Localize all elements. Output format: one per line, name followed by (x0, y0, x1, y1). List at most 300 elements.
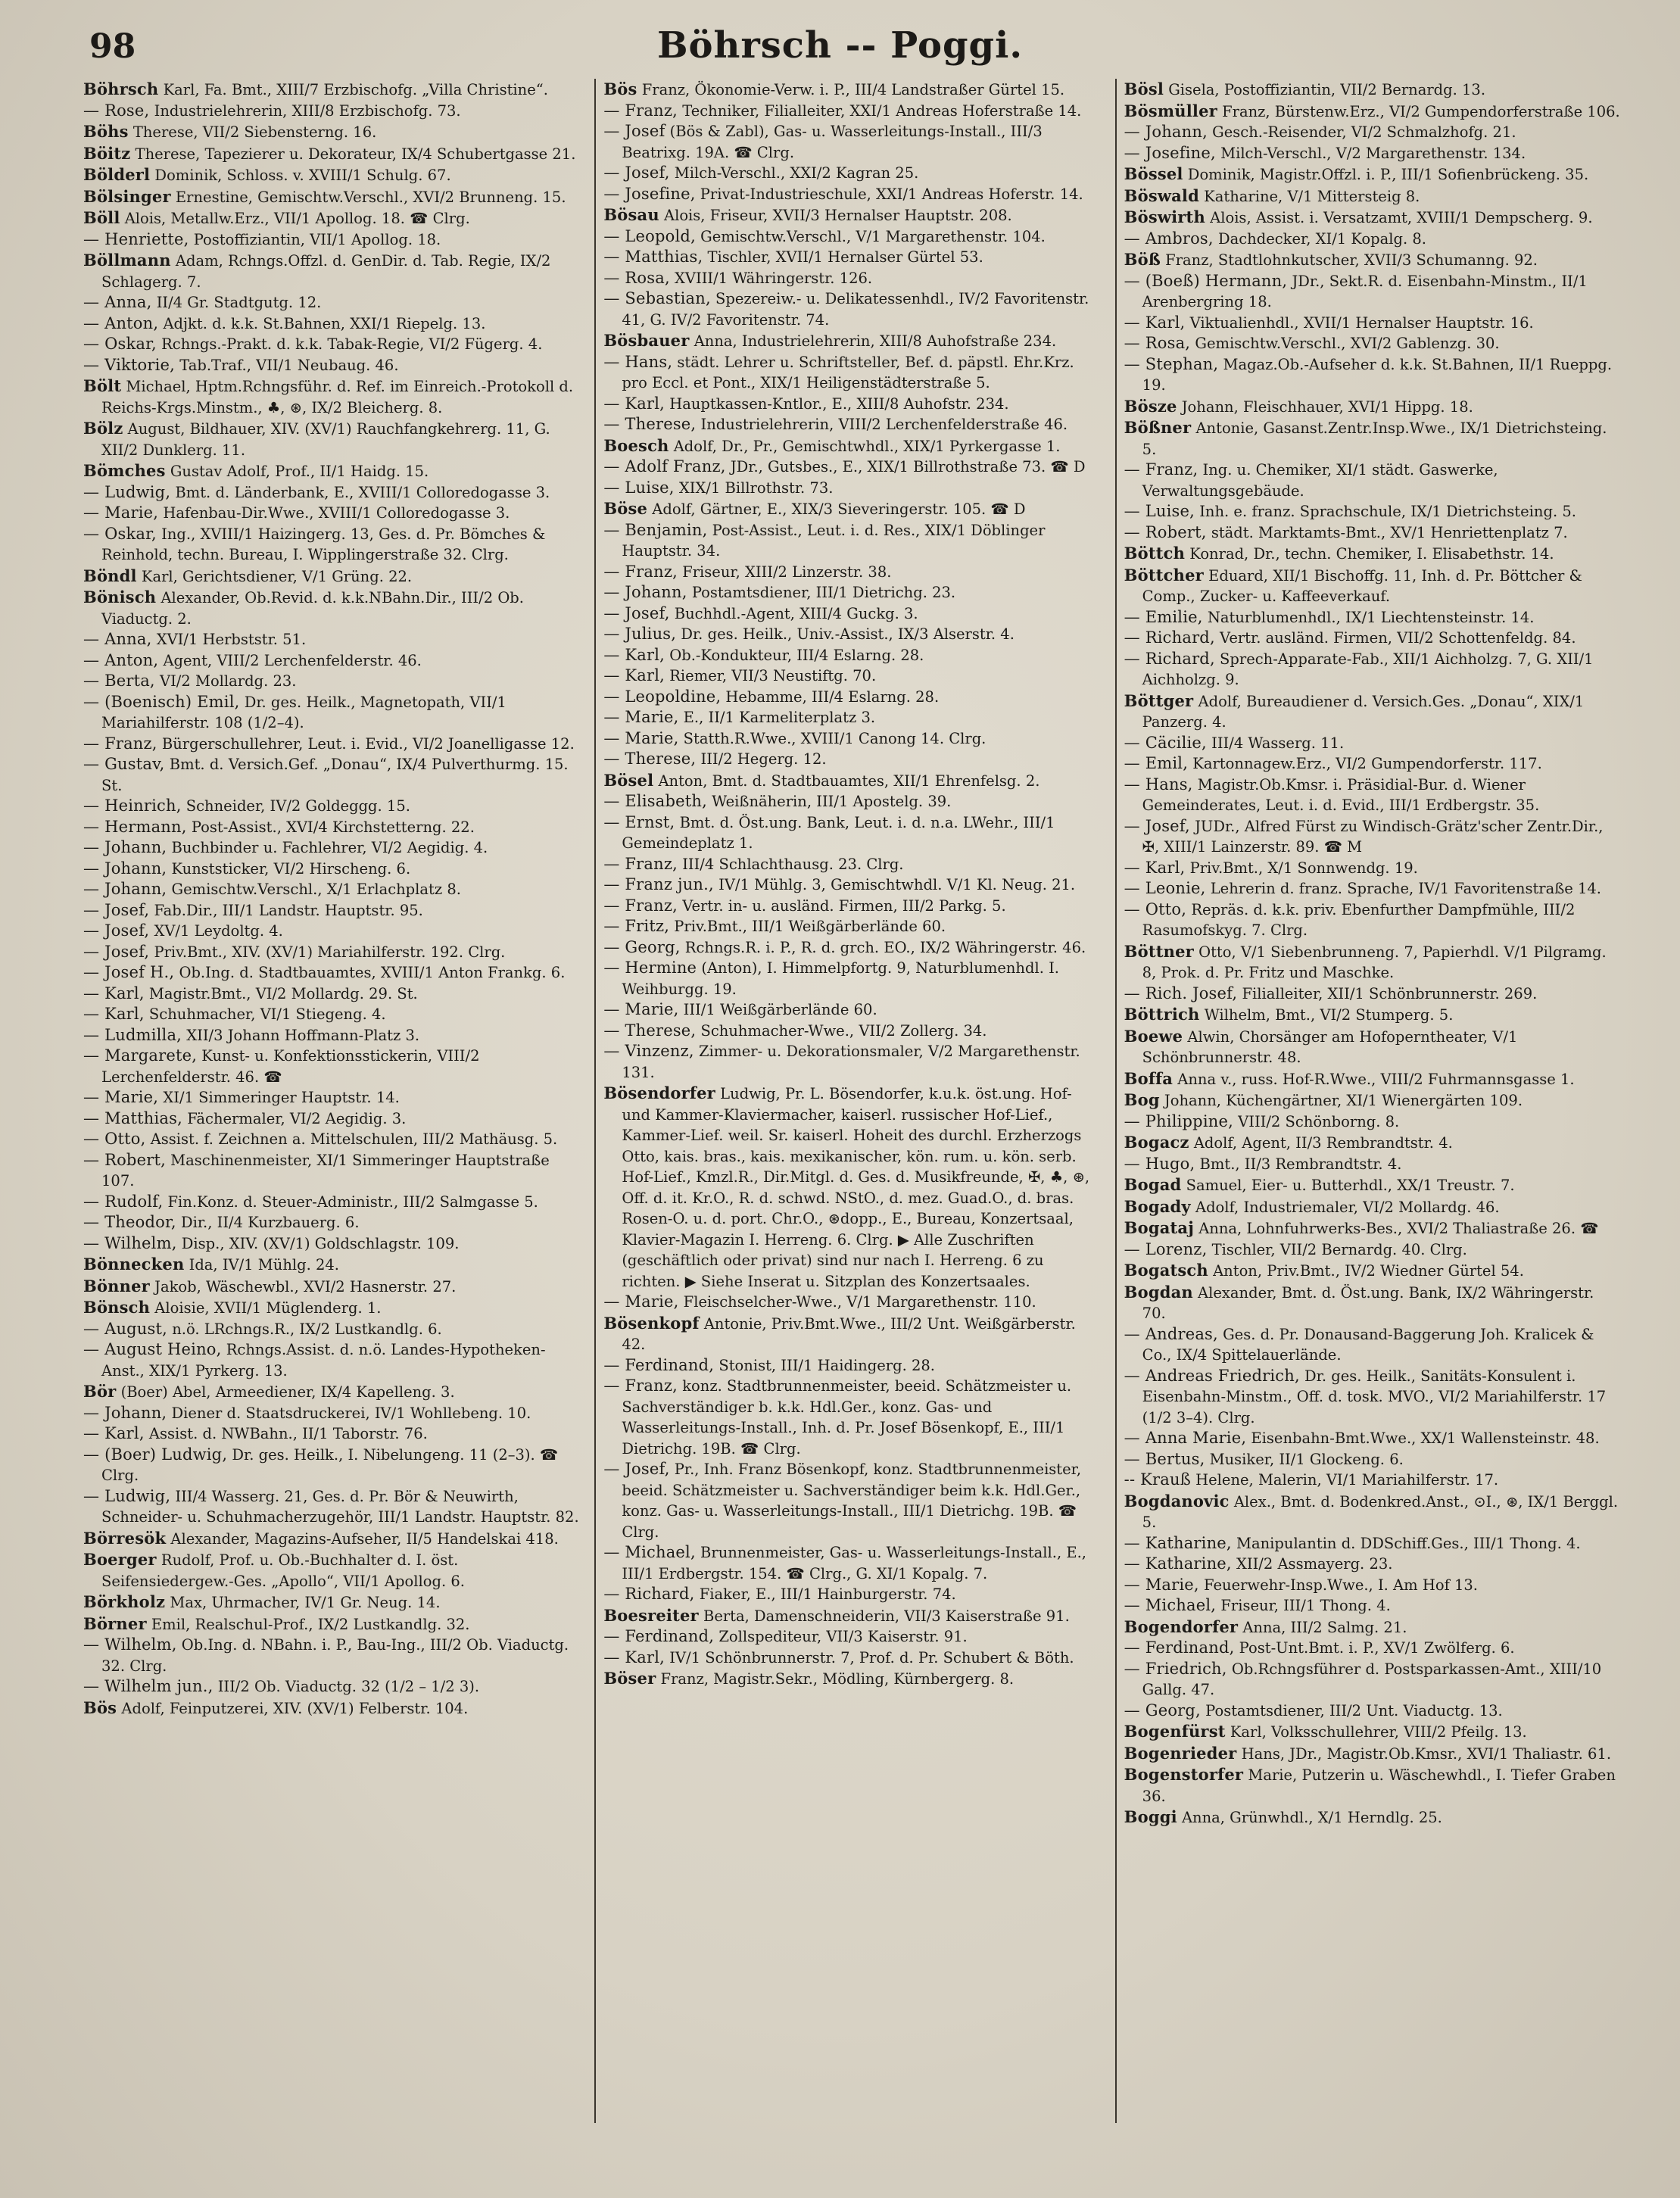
directory-entry (603, 1376, 1099, 1459)
entry-surname: Bömches (83, 461, 166, 480)
entry-details: Friseur, III/1 Thong. 4. (1216, 1597, 1391, 1614)
entry-surname: — Georg, (1124, 1701, 1201, 1719)
entry-details: Weißnäherin, III/1 Apostelg. 39. (706, 793, 952, 810)
entry-details: Alexander, Bmt. d. Öst.ung. Bank, IX/2 Währingerstr. 70. (1142, 1283, 1594, 1322)
entry-details: Tab.Traf., VII/1 Neubaug. 46. (175, 356, 399, 374)
entry-details: Stonist, III/1 Haidingerg. 28. (714, 1356, 935, 1374)
directory-entry (83, 229, 579, 251)
directory-entry (83, 1613, 579, 1635)
entry-details: Zollspediteur, VII/3 Kaiserstr. 91. (714, 1628, 968, 1645)
entry-surname: — Karl, (603, 394, 665, 413)
directory-entry (83, 334, 579, 355)
entry-details: konz. Stadtbrunnenmeister, beeid. Schätzmeister u. Sachverständiger b. k.k. Hdl.Ger., konz. Gas- und Wasserleitungs-Install., Inh. d. Pr. Josef Bösenkopf, E., III/1 Dietrichg. 19B. ☎ Clrg. (622, 1377, 1072, 1458)
entry-details: Kunst- u. Konfektionsstickerin, VIII/2 Lerchenfelderstr. 46. ☎ (101, 1047, 480, 1086)
entry-surname: — Adolf Franz, (603, 457, 726, 475)
entry-details: (Anton), I. Himmelpfortg. 9, Naturblumenhdl. I. Weihburgg. 19. (622, 959, 1059, 998)
directory-entry (603, 749, 1099, 770)
directory-entry (1124, 143, 1620, 164)
entry-details: Samuel, Eier- u. Butterhdl., XX/1 Treustr. 7. (1181, 1177, 1515, 1194)
entry-details: Hauptkassen-Kntlor., E., XIII/8 Auhofstr. 234. (665, 394, 1009, 413)
entry-details: Ludwig, Pr. L. Bösendorfer, k.u.k. öst.ung. Hof- und Kammer-Klaviermacher, kaiserl. russischer Hof-Lief., Kammer-Lief. weil. Sr. kaiserl. Hoheit des durchl. Erzherzogs Otto, kais. bras., kais. mexikanischer, kön. rum. u. kön. serb. Hof-Lief., Kmzl.R., Dir.Mitgl. d. Ges. d. Musikfreunde, ✠, ♣, ⊛, Off. d. it. Kr.O., R. d. schwd. NStO., d. mez. Guad.O., d. bras. Rosen-O. u. d. port. Chr.O., ⊛dopp., E., Bureau, Konzertsaal, Klavier-Magazin I. Herreng. 6. Clrg. ▶ Alle Zuschriften (geschäftlich oder privat) sind nur nach I. Herreng. 6 zu richten. ▶ Siehe Inserat u. Sitzplan des Konzertsaales. (622, 1085, 1090, 1290)
entry-details: Adolf, Bureaudiener d. Versich.Ges. „Donau“, XIX/1 Panzerg. 4. (1142, 692, 1585, 731)
entry-details: Hans, JDr., Magistr.Ob.Kmsr., XVI/1 Thaliastr. 61. (1236, 1744, 1612, 1763)
entry-surname: Böttcher (1124, 565, 1204, 585)
entry-surname: — Leonie, (1124, 879, 1206, 897)
directory-entry (83, 734, 579, 755)
entry-details: Franz, Ökonomie-Verw. i. P., III/4 Landstraßer Gürtel 15. (637, 81, 1065, 98)
entry-details: Fächermaler, VI/2 Aegidig. 3. (182, 1109, 407, 1127)
entry-surname: Böse (603, 499, 648, 518)
entry-surname: — Ferdinand, (603, 1627, 715, 1645)
entry-details: IV/1 Schönbrunnerstr. 7, Prof. d. Pr. Schubert & Böth. (665, 1648, 1074, 1666)
entry-details: Disp., XIV. (XV/1) Goldschlagstr. 109. (176, 1234, 460, 1252)
entry-details: Ernestine, Gemischtw.Verschl., XVI/2 Brunneng. 15. (170, 188, 566, 206)
directory-entry (603, 330, 1099, 352)
directory-entry (83, 313, 579, 335)
entry-surname: Böß (1124, 250, 1161, 269)
directory-entry (1124, 733, 1620, 754)
entry-details: Eduard, XII/1 Bischoffg. 11, Inh. d. Pr. Böttcher & Comp., Zucker- u. Kaffeeverkauf. (1142, 566, 1582, 605)
entry-details: Anna, Industrielehrerin, XIII/8 Auhofstraße 234. (689, 332, 1057, 350)
entry-details: Jakob, Wäschewbl., XVI/2 Hasnerstr. 27. (149, 1277, 457, 1295)
directory-entry (83, 650, 579, 672)
entry-surname: — Karl, (83, 1424, 145, 1442)
directory-entry (83, 1297, 579, 1319)
entry-details: Feuerwehr-Insp.Wwe., I. Am Hof 13. (1198, 1576, 1478, 1594)
directory-entry (1124, 1174, 1620, 1196)
entry-surname: — Hans, (1124, 775, 1193, 793)
directory-entry (83, 164, 579, 186)
directory-entry (1124, 775, 1620, 816)
directory-entry (1124, 1554, 1620, 1575)
directory-entry (603, 1021, 1099, 1042)
directory-entry (1124, 1491, 1620, 1533)
directory-entry (83, 355, 579, 376)
entry-surname: — Margarete, (83, 1046, 198, 1065)
directory-entry (83, 1025, 579, 1046)
directory-entry (603, 1355, 1099, 1376)
directory-entry (1124, 753, 1620, 775)
entry-details: Katharine, V/1 Mittersteig 8. (1198, 187, 1420, 205)
directory-entry (603, 414, 1099, 435)
entry-details: Marie, Putzerin u. Wäschewhdl., I. Tiefer Graben 36. (1142, 1766, 1616, 1805)
entry-details: Assist. d. NWBahn., II/1 Taborstr. 76. (144, 1425, 428, 1442)
entry-surname: Bölderl (83, 165, 151, 184)
directory-entry (1124, 333, 1620, 354)
entry-details: Zimmer- u. Dekorationsmaler, V/2 Margarethenstr. 131. (622, 1043, 1080, 1081)
directory-entry (1124, 186, 1620, 207)
entry-surname: Bösbauer (603, 331, 690, 350)
directory-entry (1124, 858, 1620, 879)
directory-entry (603, 268, 1099, 289)
directory-entry (1124, 1617, 1620, 1638)
directory-entry (603, 1292, 1099, 1313)
directory-entry (83, 587, 579, 629)
directory-entry (603, 854, 1099, 875)
directory-entry (1124, 1595, 1620, 1617)
entry-surname: Bösmüller (1124, 101, 1217, 120)
entry-surname: — Otto, (1124, 899, 1187, 918)
column-left (83, 79, 587, 2123)
entry-surname: Böttch (1124, 544, 1186, 563)
directory-entry (603, 1584, 1099, 1605)
directory-entry (1124, 396, 1620, 418)
entry-details: Techniker, Filialleiter, XXI/1 Andreas Hoferstraße 14. (678, 101, 1082, 120)
entry-surname: — Josef, (1124, 816, 1190, 835)
directory-entry (603, 1626, 1099, 1648)
directory-entry (603, 999, 1099, 1021)
directory-entry (1124, 649, 1620, 691)
entry-details: JDr., Gutsbes., E., XIX/1 Billrothstraße 73. ☎ D (725, 458, 1086, 475)
directory-entry (1124, 1366, 1620, 1429)
entry-details: Diener d. Staatsdruckerei, IV/1 Wohllebeng. 10. (167, 1404, 531, 1422)
directory-entry (1124, 1132, 1620, 1154)
directory-entry (1124, 164, 1620, 186)
entry-details: Otto, V/1 Siebenbrunneng. 7, Papierhdl. V/1 Pilgramg. 8, Prok. d. Pr. Fritz und Maschke. (1142, 943, 1607, 981)
entry-surname: Börkholz (83, 1592, 166, 1611)
directory-entry (83, 1004, 579, 1025)
entry-surname: — Marie, (603, 708, 679, 726)
entry-details: Gemischtw.Verschl., X/1 Erlachplatz 8. (167, 881, 461, 898)
entry-details: Gemischtw.Verschl., XVI/2 Gablenzg. 30. (1190, 335, 1500, 352)
entry-details: Anna, III/2 Salmg. 21. (1238, 1618, 1407, 1636)
entry-surname: Bogacz (1124, 1133, 1189, 1152)
directory-entry (83, 1212, 579, 1233)
directory-entry (1124, 607, 1620, 628)
entry-surname: Bogdanovic (1124, 1491, 1230, 1511)
entry-details: Ob.Ing. d. Stadtbauamtes, XVIII/1 Anton Frankg. 6. (174, 964, 566, 981)
entry-surname: — Karl, (603, 666, 665, 684)
directory-entry (1124, 899, 1620, 941)
directory-entry (1124, 249, 1620, 271)
entry-surname: — Viktorie, (83, 355, 176, 374)
entry-surname: — Rosa, (603, 268, 670, 287)
entry-surname: Bogendorfer (1124, 1617, 1239, 1636)
entry-details: Alexander, Ob.Revid. d. k.k.NBahn.Dir., III/2 Ob. Viaductg. 2. (101, 589, 524, 628)
entry-details: Bmt. d. Versich.Gef. „Donau“, IX/4 Pulverthurmg. 15. St. (101, 756, 569, 794)
directory-entry (83, 1423, 579, 1445)
directory-entry (83, 1233, 579, 1255)
entry-surname: Bößner (1124, 418, 1192, 437)
entry-details: XVIII/1 Währingerstr. 126. (669, 269, 873, 287)
entry-details: Franz, Stadtlohnkutscher, XVII/3 Schumanng. 92. (1160, 251, 1538, 269)
directory-entry (1124, 691, 1620, 733)
entry-surname: — Franz, (603, 896, 678, 915)
entry-surname: — August, (83, 1319, 168, 1338)
directory-entry (1124, 1701, 1620, 1722)
entry-details: Therese, Tapezierer u. Dekorateur, IX/4 Schubertgasse 21. (130, 145, 576, 163)
entry-surname: Böllmann (83, 251, 171, 270)
entry-surname: — Ludwig, (83, 1486, 171, 1505)
entry-surname: — Katharine, (1124, 1533, 1232, 1552)
directory-entry (83, 460, 579, 482)
entry-details: Alwin, Chorsänger am Hofoperntheater, V/1 Schönbrunnerstr. 48. (1142, 1027, 1518, 1066)
entry-details: III/1 Weißgärberlände 60. (678, 1001, 877, 1018)
directory-entry (603, 791, 1099, 812)
directory-entry (83, 1445, 579, 1486)
directory-entry (603, 937, 1099, 959)
entry-surname: — Michael, (603, 1543, 696, 1561)
entry-surname: — Matthias, (603, 248, 703, 266)
entry-surname: Böitz (83, 143, 131, 163)
entry-surname: Böser (603, 1669, 656, 1688)
entry-details: XVI/1 Herbststr. 51. (151, 631, 307, 648)
entry-surname: — Marie, (603, 728, 679, 747)
entry-surname: — (Boer) Ludwig, (83, 1445, 228, 1464)
entry-surname: — Emilie, (1124, 607, 1203, 626)
entry-surname: — Johann, (83, 880, 167, 898)
entry-details: Franz, Bürstenw.Erz., VI/2 Gumpendorferstraße 106. (1217, 102, 1620, 120)
entry-details: Priv.Bmt., III/1 Weißgärberlände 60. (669, 918, 946, 935)
entry-surname: Boewe (1124, 1026, 1183, 1046)
entry-details: Anna, Grünwhdl., X/1 Herndlg. 25. (1177, 1809, 1442, 1826)
entry-details: Post-Assist., Leut. i. d. Res., XIX/1 Döblinger Hauptstr. 34. (622, 521, 1046, 560)
directory-entry (1124, 207, 1620, 229)
entry-details: III/2 Ob. Viaductg. 32 (1/2 – 1/2 3). (213, 1678, 480, 1695)
directory-entry (603, 352, 1099, 394)
entry-details: Antonie, Gasanst.Zentr.Insp.Wwe., IX/1 Dietrichsteing. 5. (1142, 419, 1607, 458)
directory-entry (603, 770, 1099, 792)
directory-entry (83, 1381, 579, 1403)
entry-surname: — (Boeß) Hermann, (1124, 271, 1288, 290)
directory-entry (603, 1459, 1099, 1542)
entry-surname: — Robert, (83, 1150, 166, 1169)
entry-details: Agent, VIII/2 Lerchenfelderstr. 46. (158, 651, 422, 669)
page-header (0, 21, 1680, 74)
directory-entry (603, 645, 1099, 666)
directory-entry (1124, 1575, 1620, 1596)
entry-details: Anna, Lohnfuhrwerks-Bes., XVI/2 Thaliastraße 26. ☎ (1194, 1220, 1599, 1237)
directory-entry (603, 603, 1099, 625)
entry-details: Dr. ges. Heilk., Sanitäts-Konsulent i. Eisenbahn-Minstm., Off. d. tosk. MVO., VI/2 Mariahilferstr. 17 (1/2 3–4). Clrg. (1142, 1367, 1607, 1426)
directory-entry (83, 692, 579, 734)
entry-details: VI/2 Mollardg. 23. (154, 672, 297, 690)
directory-entry (1124, 1090, 1620, 1111)
directory-entry (83, 1150, 579, 1192)
entry-surname: — Karl, (603, 1648, 665, 1666)
entry-details: Therese, VII/2 Siebensterng. 16. (128, 123, 377, 141)
entry-surname: — Franz, (83, 734, 157, 753)
entry-details: Adolf, Industriemaler, VI/2 Mollardg. 46. (1190, 1198, 1500, 1216)
directory-entry (603, 163, 1099, 184)
entry-surname: — Marie, (1124, 1575, 1199, 1594)
entry-details: Rchngs.-Prakt. d. k.k. Tabak-Regie, VI/2 Fügerg. 4. (156, 335, 543, 353)
entry-details: Priv.Bmt., X/1 Sonnwendg. 19. (1185, 859, 1418, 877)
entry-surname: — Rose, (83, 101, 150, 120)
entry-surname: — Rudolf, (83, 1192, 164, 1211)
entry-surname: — Ludmilla, (83, 1025, 182, 1044)
entry-details: Wilhelm, Bmt., VI/2 Stumperg. 5. (1199, 1006, 1454, 1024)
directory-entry (1124, 271, 1620, 313)
entry-surname: — Johann, (83, 1403, 167, 1422)
directory-entry (603, 1313, 1099, 1355)
directory-entry (1124, 878, 1620, 899)
column-middle (594, 79, 1107, 2123)
entry-surname: Boesreiter (603, 1605, 699, 1625)
directory-entry (603, 121, 1099, 163)
entry-surname: — Ferdinand, (1124, 1638, 1235, 1657)
entry-surname: Boggi (1124, 1807, 1177, 1826)
entry-surname: Bösze (1124, 396, 1177, 416)
entry-details: Bürgerschullehrer, Leut. i. Evid., VI/2 Joanelligasse 12. (157, 734, 575, 753)
entry-details: Dir., II/4 Kurzbauerg. 6. (176, 1214, 360, 1231)
directory-entry (1124, 501, 1620, 522)
entry-details: Adolf, Gärtner, E., XIX/3 Sieveringerstr. 105. ☎ D (647, 500, 1026, 518)
entry-details: Johann, Küchengärtner, XI/1 Wienergärten 109. (1159, 1092, 1523, 1109)
entry-details: JDr., Sekt.R. d. Eisenbahn-Minstm., II/1 Arenbergring 18. (1142, 272, 1588, 310)
entry-details: Tischler, XVII/1 Hernalser Gürtel 53. (703, 248, 983, 266)
directory-entry (1124, 1111, 1620, 1133)
directory-entry (83, 1635, 579, 1676)
entry-details: Alex., Bmt. d. Bodenkred.Anst., ⊙I., ⊛, IX/1 Berggl. 5. (1142, 1492, 1619, 1531)
running-head: Böhrsch -- Poggi. (656, 24, 1024, 67)
entry-details: IV/1 Mühlg. 3, Gemischtwhdl. V/1 Kl. Neug. 21. (713, 876, 1076, 893)
entry-surname: Bogady (1124, 1196, 1191, 1216)
entry-surname: — Gustav, (83, 755, 165, 773)
entry-surname: — Josef, (603, 603, 670, 622)
directory-entry (603, 79, 1099, 101)
entry-details: Hafenbau-Dir.Wwe., XVIII/1 Colloredogasse 3. (158, 504, 510, 522)
entry-details: Adam, Rchngs.Offzl. d. GenDir. d. Tab. Regie, IX/2 Schlagerg. 7. (101, 252, 551, 291)
directory-entry (1124, 1470, 1620, 1491)
directory-entry (1124, 628, 1620, 649)
entry-surname: — Luise, (1124, 502, 1195, 520)
entry-details: Brunnenmeister, Gas- u. Wasserleitungs-Install., E., III/1 Erdbergstr. 154. ☎ Clrg., G. XI/1 Kopalg. 7. (622, 1544, 1086, 1582)
directory-entry (603, 520, 1099, 562)
entry-surname: — Oskar, (83, 524, 157, 543)
directory-entry (603, 184, 1099, 205)
entry-surname: — Johann, (83, 838, 167, 856)
entry-details: Berta, Damenschneiderin, VII/3 Kaiserstraße 91. (698, 1607, 1070, 1625)
entry-details: (Bös & Zabl), Gas- u. Wasserleitungs-Install., III/3 Beatrixg. 19A. ☎ Clrg. (622, 123, 1043, 161)
entry-details: n.ö. LRchngs.R., IX/2 Lustkandlg. 6. (167, 1320, 442, 1338)
entry-surname: — Luise, (603, 478, 675, 497)
entry-details: III/4 Wasserg. 21, Ges. d. Pr. Bör & Neuwirth, Schneider- u. Schuhmacherzugehör, III/1 Landstr. Hauptstr. 82. (101, 1487, 579, 1526)
directory-entry (83, 1087, 579, 1108)
entry-surname: Bör (83, 1382, 117, 1401)
entry-surname: Böhs (83, 122, 129, 141)
entry-details: Max, Uhrmacher, IV/1 Gr. Neug. 14. (165, 1594, 441, 1611)
directory-entry (603, 958, 1099, 999)
entry-details: Karl, Fa. Bmt., XIII/7 Erzbischofg. „Villa Christine“. (158, 81, 548, 98)
entry-surname: Bös (603, 80, 637, 98)
entry-surname: — Ernst, (603, 812, 675, 831)
entry-surname: — Franz, (603, 562, 678, 581)
entry-surname: Bogataj (1124, 1218, 1195, 1237)
entry-details: Industrielehrerin, XIII/8 Erzbischofg. 73. (149, 101, 461, 120)
entry-details: II/4 Gr. Stadtgutg. 12. (151, 294, 322, 311)
entry-details: Eisenbahn-Bmt.Wwe., XX/1 Wallensteinstr. 48. (1246, 1429, 1600, 1447)
entry-details: Gustav Adolf, Prof., II/1 Haidg. 15. (165, 463, 429, 480)
directory-entry (1124, 1428, 1620, 1449)
entry-surname: — Stephan, (1124, 354, 1219, 373)
entry-surname: — Emil, (1124, 754, 1189, 772)
entry-details: XII/3 Johann Hoffmann-Platz 3. (182, 1026, 420, 1044)
entry-details: Fab.Dir., III/1 Landstr. Hauptstr. 95. (149, 901, 423, 919)
entry-details: Gisela, Postoffiziantin, VII/2 Bernardg. 13. (1164, 81, 1486, 98)
entry-details: Magaz.Ob.-Aufseher d. k.k. St.Bahnen, II/1 Rueppg. 19. (1142, 355, 1613, 394)
entry-surname: Bönner (83, 1276, 150, 1295)
entry-details: Ida, IV/1 Mühlg. 24. (184, 1256, 340, 1274)
entry-surname: — Josef, (83, 921, 150, 940)
entry-surname: — Fritz, (603, 917, 670, 935)
directory-entry (83, 524, 579, 566)
entry-details: Emil, Realschul-Prof., IX/2 Lustkandlg. 32. (146, 1615, 470, 1633)
entry-details: Ob.-Kondukteur, III/4 Eslarng. 28. (665, 646, 924, 664)
entry-details: Vertr. ausländ. Firmen, VII/2 Schottenfeldg. 84. (1214, 629, 1576, 647)
entry-details: Rchngs.R. i. P., R. d. grch. EO., IX/2 Währingerstr. 46. (680, 938, 1086, 956)
entry-details: Filialleiter, XII/1 Schönbrunnerstr. 269. (1237, 984, 1538, 1002)
directory-entry (603, 457, 1099, 478)
entry-details: Tischler, VII/2 Bernardg. 40. Clrg. (1207, 1240, 1467, 1258)
directory-entry (1124, 984, 1620, 1005)
entry-surname: — Henriette, (83, 229, 189, 248)
entry-details: Post-Unt.Bmt. i. P., XV/1 Zwölferg. 6. (1234, 1639, 1515, 1657)
directory-entry (83, 566, 579, 588)
entry-surname: — Franz, (603, 101, 678, 120)
directory-entry (1124, 229, 1620, 250)
entry-surname: — Josef, (603, 164, 670, 182)
directory-entry (603, 916, 1099, 937)
directory-entry (603, 896, 1099, 917)
entry-details: III/2 Hegerg. 12. (696, 750, 827, 768)
directory-entry (83, 1403, 579, 1424)
directory-entry (1124, 543, 1620, 565)
entry-surname: — Franz jun., (603, 875, 714, 893)
entry-details: Rchngs.Assist. d. n.ö. Landes-Hypotheken-Anst., XIX/1 Pyrkerg. 13. (101, 1341, 546, 1380)
entry-details: III/4 Schlachthausg. 23. Clrg. (678, 855, 904, 873)
entry-details: Buchhdl.-Agent, XIII/4 Guckg. 3. (669, 604, 918, 622)
entry-surname: — Philippine, (1124, 1111, 1233, 1130)
entry-surname: — Karl, (1124, 858, 1186, 877)
entry-details: Antonie, Priv.Bmt.Wwe., III/2 Unt. Weißgärberstr. 42. (622, 1314, 1076, 1353)
entry-surname: Bösendorfer (603, 1083, 715, 1102)
entry-surname: Bösau (603, 205, 659, 224)
directory-entry (603, 1041, 1099, 1083)
entry-details: Postoffiziantin, VII/1 Apollog. 18. (189, 230, 441, 248)
entry-details: XI/1 Simmeringer Hauptstr. 14. (158, 1089, 400, 1106)
directory-entry (1124, 1533, 1620, 1554)
entry-details: Musiker, II/1 Glockeng. 6. (1205, 1450, 1404, 1468)
directory-entry (83, 1676, 579, 1698)
entry-surname: — Andreas Friedrich, (1124, 1366, 1300, 1385)
entry-details: Fleischselcher-Wwe., V/1 Margarethenstr. 110. (678, 1293, 1036, 1311)
entry-surname: — Georg, (603, 937, 681, 956)
entry-surname: -- Krauß (1124, 1470, 1191, 1489)
entry-surname: — Berta, (83, 672, 155, 690)
entry-details: Kunststicker, VI/2 Hirscheng. 6. (167, 859, 411, 878)
directory-entry (83, 79, 579, 101)
page-number: 98 (89, 27, 136, 66)
directory-entry (83, 1108, 579, 1130)
entry-details: Konrad, Dr., techn. Chemiker, I. Elisabethstr. 14. (1185, 545, 1554, 563)
entry-details: Hebamme, III/4 Eslarng. 28. (721, 687, 940, 706)
entry-surname: Bog (1124, 1090, 1160, 1109)
entry-details: Riemer, VII/3 Neustiftg. 70. (665, 667, 877, 684)
entry-surname: Böll (83, 208, 120, 227)
directory-entry (1124, 79, 1620, 101)
entry-surname: Böttrich (1124, 1005, 1200, 1024)
entry-details: Johann, Fleischhauer, XVI/1 Hippg. 18. (1177, 398, 1473, 416)
directory-entry (83, 101, 579, 122)
entry-details: Schuhmacher-Wwe., VII/2 Zollerg. 34. (696, 1021, 987, 1040)
entry-surname: — Hermann, (83, 817, 187, 836)
entry-details: Gesch.-Reisender, VI/2 Schmalzhofg. 21. (1207, 123, 1516, 141)
directory-entry (603, 1668, 1099, 1690)
entry-surname: — Johann, (1124, 123, 1208, 141)
entry-surname: Boerger (83, 1550, 157, 1569)
entry-details: Michael, Hptm.Rchngsführ. d. Ref. im Einreich.-Protokoll d. Reichs-Krgs.Minstm., ♣, ⊛, IX/2 Bleicherg. 8. (101, 378, 574, 416)
